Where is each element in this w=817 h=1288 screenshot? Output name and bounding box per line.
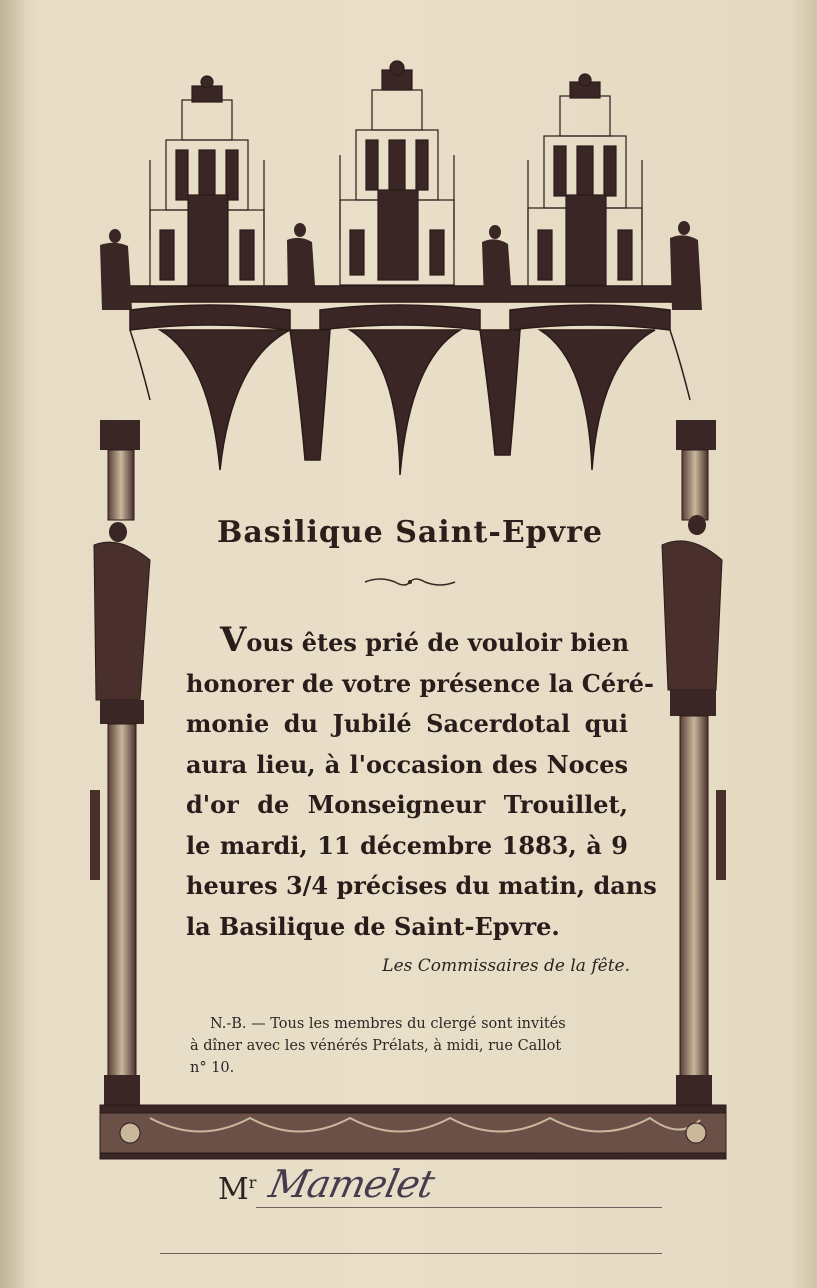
gothic-spire-right <box>528 74 642 288</box>
body-line-1-text: ous êtes prié de vouloir bien <box>246 628 630 657</box>
signoff: Les Commissaires de la fête. <box>382 956 630 976</box>
invitation-body <box>186 620 657 947</box>
body-line-4: aura lieu, à l'occasion des Noces <box>186 749 628 779</box>
body-line-1 <box>186 620 628 664</box>
addressee-prefix <box>218 1172 256 1207</box>
body-line-8: la Basilique de Saint-Epvre. <box>186 911 560 941</box>
gothic-spire-left <box>150 76 264 290</box>
addressee-prefix-text: M <box>218 1172 249 1207</box>
nb-line-1: N.-B. — Tous les membres du clergé sont invités <box>210 1016 566 1032</box>
body-line-3: monie du Jubilé Sacerdotal qui <box>186 709 628 738</box>
drop-cap-initial: V <box>220 620 247 660</box>
body-line-5: d'or de Monseigneur Trouillet, <box>186 790 628 819</box>
gothic-spire-center <box>340 61 454 285</box>
body-line-7: heures 3/4 précises du matin, dans <box>186 871 657 900</box>
bottom-frieze <box>100 1105 726 1159</box>
body-line-2: honorer de votre présence la Céré- <box>186 668 654 698</box>
addressee-prefix-sup: r <box>248 1173 257 1192</box>
nb-line-2: à dîner avec les vénérés Prélats, à midi, rue Callot <box>190 1038 562 1054</box>
body-line-6: le mardi, 11 décembre 1883, à 9 <box>186 830 628 860</box>
addressee-handwritten-name: Mamelet <box>265 1162 438 1206</box>
gothic-arcade <box>120 286 700 475</box>
nb-line-3: n° 10. <box>190 1060 235 1076</box>
addressee-line <box>256 1207 662 1208</box>
flourish-ornament <box>360 572 460 592</box>
nota-bene <box>190 1013 630 1079</box>
document-title: Basilique Saint-Epvre <box>217 515 603 550</box>
second-address-line <box>160 1253 662 1254</box>
